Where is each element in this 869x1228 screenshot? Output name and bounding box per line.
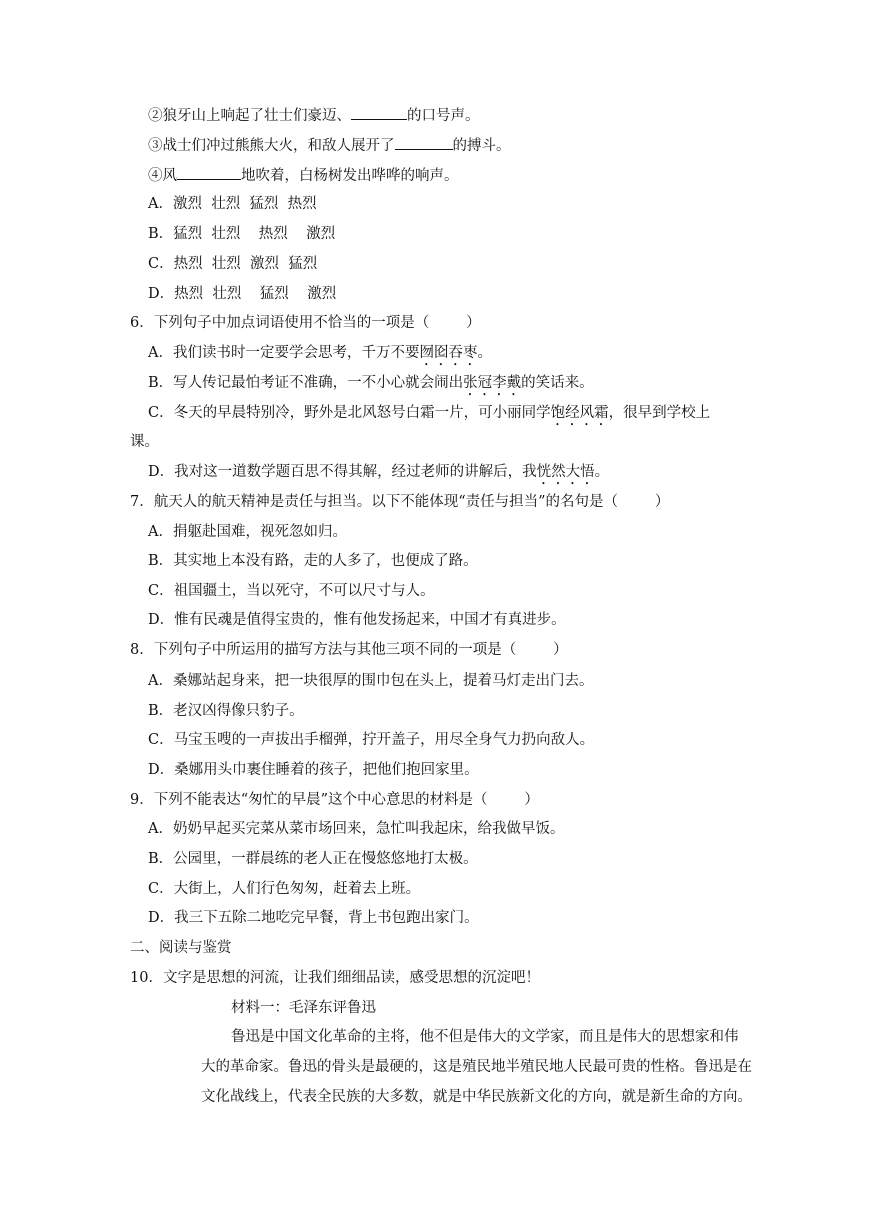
q5-line-3 <box>148 134 511 156</box>
q5-option-b: B．猛烈 壮烈 热烈 激烈 <box>148 226 336 242</box>
dotted-word: 饱经风霜 <box>550 405 609 421</box>
dotted-word: 囫囵吞枣 <box>419 345 478 361</box>
q7-option-d: D．惟有民魂是值得宝贵的，惟有他发扬起来，中国才有真进步。 <box>148 612 566 628</box>
q6-a-post: 。 <box>477 345 492 361</box>
q5-line-2 <box>148 104 480 126</box>
q5-option-d: D．热烈 壮烈 猛烈 激烈 <box>148 286 337 302</box>
q7-stem: 7．航天人的航天精神是责任与担当。以下不能体现“责任与担当”的名句是（ ） <box>130 494 670 510</box>
q8-option-a: A．桑娜站起身来，把一块很厚的围巾包在头上，提着马灯走出门去。 <box>148 673 594 689</box>
q8-stem: 8．下列句子中所运用的描写方法与其他三项不同的一项是（ ） <box>130 642 568 658</box>
material-paragraph-line-1: 鲁迅是中国文化革命的主将，他不但是伟大的文学家，而且是伟大的思想家和伟 <box>231 1029 739 1045</box>
q8-option-b: B．老汉凶得像只豹子。 <box>148 703 304 719</box>
q6-option-a <box>148 343 492 369</box>
q6-c-pre: C．冬天的早晨特别冷，野外是北风怒号白霜一片，可小丽同学 <box>148 405 551 421</box>
q7-option-b: B．其实地上本没有路，走的人多了，也便成了路。 <box>148 553 478 569</box>
q8-option-d: D．桑娜用头巾裹住睡着的孩子，把他们抱回家里。 <box>148 762 479 778</box>
q6-b-post: 的笑话来。 <box>521 375 594 391</box>
q5-line-4 <box>148 164 459 186</box>
q5-option-c: C．热烈 壮烈 激烈 猛烈 <box>148 256 318 272</box>
answer-blank <box>351 104 407 120</box>
q9-option-b: B．公园里，一群晨练的老人正在慢悠悠地打太极。 <box>148 851 478 867</box>
q10-stem: 10．文字是思想的河流，让我们细细品读，感受思想的沉淀吧！ <box>130 970 540 986</box>
q6-b-pre: B．写人传记最怕考证不准确，一不小心就会闹出 <box>148 375 464 391</box>
q9-option-a: A．奶奶早起买完菜从菜市场回来，急忙叫我起床，给我做早饭。 <box>148 821 565 837</box>
q6-a-pre: A．我们读书时一定要学会思考，千万不要 <box>148 345 420 361</box>
q6-option-b <box>148 373 594 399</box>
material-title: 材料一：毛泽东评鲁迅 <box>231 1000 376 1016</box>
q6-option-c-continued: 课。 <box>130 434 159 450</box>
q6-stem: 6．下列句子中加点词语使用不恰当的一项是（ ） <box>130 315 481 331</box>
q6-option-d <box>148 462 609 488</box>
q5-line-3-pre: ③战士们冲过熊熊大火，和敌人展开了 <box>148 138 395 154</box>
dotted-word: 张冠李戴 <box>463 375 522 391</box>
q5-line-2-pre: ②狼牙山上响起了壮士们豪迈、 <box>148 108 351 124</box>
q6-c-post: ，很早到学校上 <box>608 405 711 421</box>
q8-option-c: C．马宝玉嗖的一声拔出手榴弹，拧开盖子，用尽全身气力扔向敌人。 <box>148 732 595 748</box>
q6-option-c <box>148 403 710 429</box>
q9-stem: 9．下列不能表达“匆忙的早晨”这个中心意思的材料是（ ） <box>130 792 539 808</box>
q5-line-4-post: 地吹着，白杨树发出哗哗的响声。 <box>241 168 459 184</box>
q9-option-c: C．大街上，人们行色匆匆，赶着去上班。 <box>148 881 421 897</box>
q6-d-post: 。 <box>594 464 610 480</box>
section-heading: 二、阅读与鉴赏 <box>130 940 232 956</box>
q5-line-2-post: 的口号声。 <box>407 108 480 124</box>
q5-line-4-pre: ④风 <box>148 168 177 184</box>
dotted-word: 恍然大悟 <box>536 464 595 480</box>
q6-d-pre: D．我对这一道数学题百思不得其解，经过老师的讲解后，我 <box>148 464 537 480</box>
q7-option-a: A．捐躯赴国难，视死忽如归。 <box>148 524 347 540</box>
material-paragraph-line-2: 大的革命家。鲁迅的骨头是最硬的，这是殖民地半殖民地人民最可贵的性格。鲁迅是在 <box>201 1059 752 1075</box>
answer-blank <box>395 134 453 150</box>
q7-option-c: C．祖国疆土，当以死守，不可以尺寸与人。 <box>148 583 435 599</box>
answer-blank <box>177 164 241 180</box>
q5-line-3-post: 的搏斗。 <box>452 138 511 154</box>
material-paragraph-line-3: 文化战线上，代表全民族的大多数，就是中华民族新文化的方向，就是新生命的方向。 <box>201 1089 752 1105</box>
q5-option-a: A．激烈 壮烈 猛烈 热烈 <box>148 196 317 212</box>
q9-option-d: D．我三下五除二地吃完早餐，背上书包跑出家门。 <box>148 910 479 926</box>
